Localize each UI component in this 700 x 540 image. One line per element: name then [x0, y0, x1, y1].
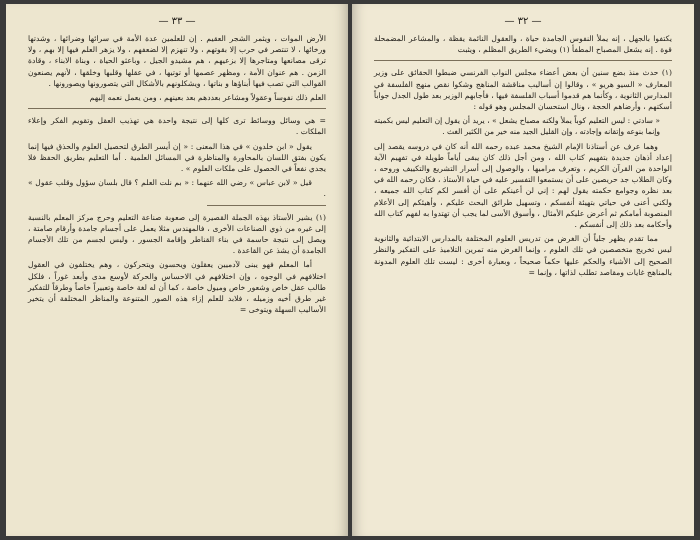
right-page — [352, 4, 694, 536]
book-spread — [6, 4, 694, 536]
footnote-paragraph: = هي وسائل ووسائط ترى كلها إلى نتيجة واحدة هي تهذيب العقل وتقويم الفكر وإعلاء الملكات . — [28, 116, 326, 137]
footnote-paragraph: مما تقدم يظهر جلياً أن الغرض من تدريس العلوم المختلفة بالمدارس الابتدائية والثانوية ليس تخريج متخصصين في تلك العلوم ، وإنما الغرض منه تمرين التلاميذ على التفكير والنظر الصحيح إلى الأشياء والحكم عليها حكماً صحيحاً ، وبعبارة أخرى : ليست تلك العلوم المدونة بالمناهج غايات ومقاصد تطلب لذاتها ، وإنما = — [374, 234, 672, 277]
footnote-paragraph: (١) يشير الأستاذ بهذه الجملة القصيرة إلى صعوبة صناعة التعليم وحرج مركز المعلم بالنسبة إلى غيره من ذوي الصناعات الأخرى ، فالمهندس مثلا يعمل على أجسام جامدة وأرقام صامتة ، ويصل إلى نتيجة حاسمة في بناء القناطر وإقامة الجسور ، وليس لجسم من تلك الأجسام الجامدة أن يشذ عن القاعدة . — [28, 212, 326, 256]
footnote-paragraph: أما المعلم فهو يبنى لآدميين يعقلون ويحسون ويتحركون ، وهم يختلفون في العقول اختلافهم في الوجوه ، وإن اختلافهم في الاحساس والحركة لأوسع مدى وأبعد غوراً ، فلكل طالب عقل خاص وشعور خاص وميول خاصة ، كما أن له لغة خاصة وتعبيراً خاصاً وطرقاً للتفكير غير طرق أخيه وزميله ، فلابد للعلم إزاء هذه الصور المتنوعة والمناظر المختلفة أن يتخير الأساليب السهلة ويتوخى = — [28, 260, 326, 315]
body-paragraph: يكتفوا بالجهل ، إنه يملأ النفوس الجامدة حياة ، والعقول النائمة يقظة ، والمشاعر المضمحلة قوة . إنه يشعل المصباح المطفأ (١) ويضيء الطريق المظلم ، ويثبت — [374, 34, 672, 55]
left-page — [6, 4, 348, 536]
footnote-paragraph: (١) حدث منذ بضع سنين أن بعض أعضاء مجلس النواب الفرنسي ضبطوا الحقائق على وزير المعارف « السيو هريو » ، وقالوا إن أساليب مناقشة المناهج وشكوا نقص منهج الفلسفة في المدارس الثانوية ، وكأنما هم قدموا أسباب الفلسفة فيها ، فأجابهم الوزير بعد طول الجدل جواباً أسكتهم ، وأرضاهم الحجة ، ونال استحسان المجلس وهو قوله : — [374, 68, 672, 112]
page-number: — ٣٣ — — [158, 16, 196, 27]
footnote-divider — [28, 108, 326, 109]
footnote-paragraph: يقول « ابن خلدون » في هذا المعنى : « إن أيسر الطرق لتحصيل العلوم والحذق فيها إنما يكون بفتق اللسان بالمحاورة والمناظرة في المسائل العلمية . أما التعليم بطريق الحفظ فلا يجدي نفعاً في الحصول على ملكات العلوم » . — [28, 141, 326, 174]
footnote-divider — [207, 205, 326, 206]
footnote-paragraph: وهما عرف عن أستاذنا الإمام الشيخ محمد عبده رحمه الله أنه كان في دروسه يقصد إلى إعداد أذهان جديدة بتفهيم كتاب الله ، ومن أجل ذلك كان يبقى أياماً طويلة في تفهيم الآية الواحدة من القرآن الكريم ، وتعرف مراميها ، والوصول إلى أسرار التشريع والتكييف وروحه ، وكان الطلاب جد حريصين على أن يستمعوا التفسير عليه في حياة الأستاذ ، فكان رحمه الله في بعد نظره وجوامع حكمته يقول لهم : إني لن أعينكم على أن أفسر لكم كتاب الله جميعه ، ولكني أعنى في حياتي بتهيئة أنفسكم ، وتسهيل طرائق البحث عليكم ، وأهيئكم إلى الأعلام المنصوبة أمامكم ثم أعرض عليكم الأمثال ، وأسوق الأسى لما يجب أن تهتدوا به لفهم كتاب الله وأحكامه بعد ذلك إلى أنفسكم . — [374, 141, 672, 230]
body-paragraph: العلم ذلك نفوساً وعقولاً ومشاعر بعددهم بعد بعينهم ، ومن يعمل نعمه إليهم — [89, 93, 326, 103]
body-paragraph: الأرض الموات ، ويثمر الشجر العقيم . إن للعلمين عدة الأمة في سرائها وضرائها ، وشدتها ورخائها ، لا تنتصر في حرب إلا بقوتهم ، ولا تنهزم إلا لضعفهم ، ولا يزهر العلم فيها إلا بهم ، ولا ترقى مصانعها ومتاجرها إلا بزعيهم ، هم مشيدو الجيل ، وباعثو الحياة ، وبناة الابناء ، وقادة الزمن . هم عنوان الأمة ، ومظهر عصمها أو توتيها ، في عقلها وقلبها وخلقها ، لأنهم يصنعون القوالب التي تصب فيها أبناؤها و بناتها ، ويشكلونهم بالأشكال التي يتصورونها ويصورونها . — [28, 34, 326, 88]
page-number: — ٣٢ — — [504, 16, 542, 27]
footnote-divider — [374, 60, 672, 61]
footnote-quote: « سادتي : ليس التعليم كوباً يملأ ولكنه مصباح يشعل » ، يريد أن يقول إن التعليم ليس بكميته وإنما بنوعه وإتقانه وإجادته ، وإن القليل الجيد منه خير من الكثير الغث . — [374, 116, 660, 137]
footnote-paragraph: قيل « لابن عباس » رضي الله عنهما : « بم نلت العلم ؟ قال بلسان سؤول وقلب عقول » . — [28, 178, 326, 199]
